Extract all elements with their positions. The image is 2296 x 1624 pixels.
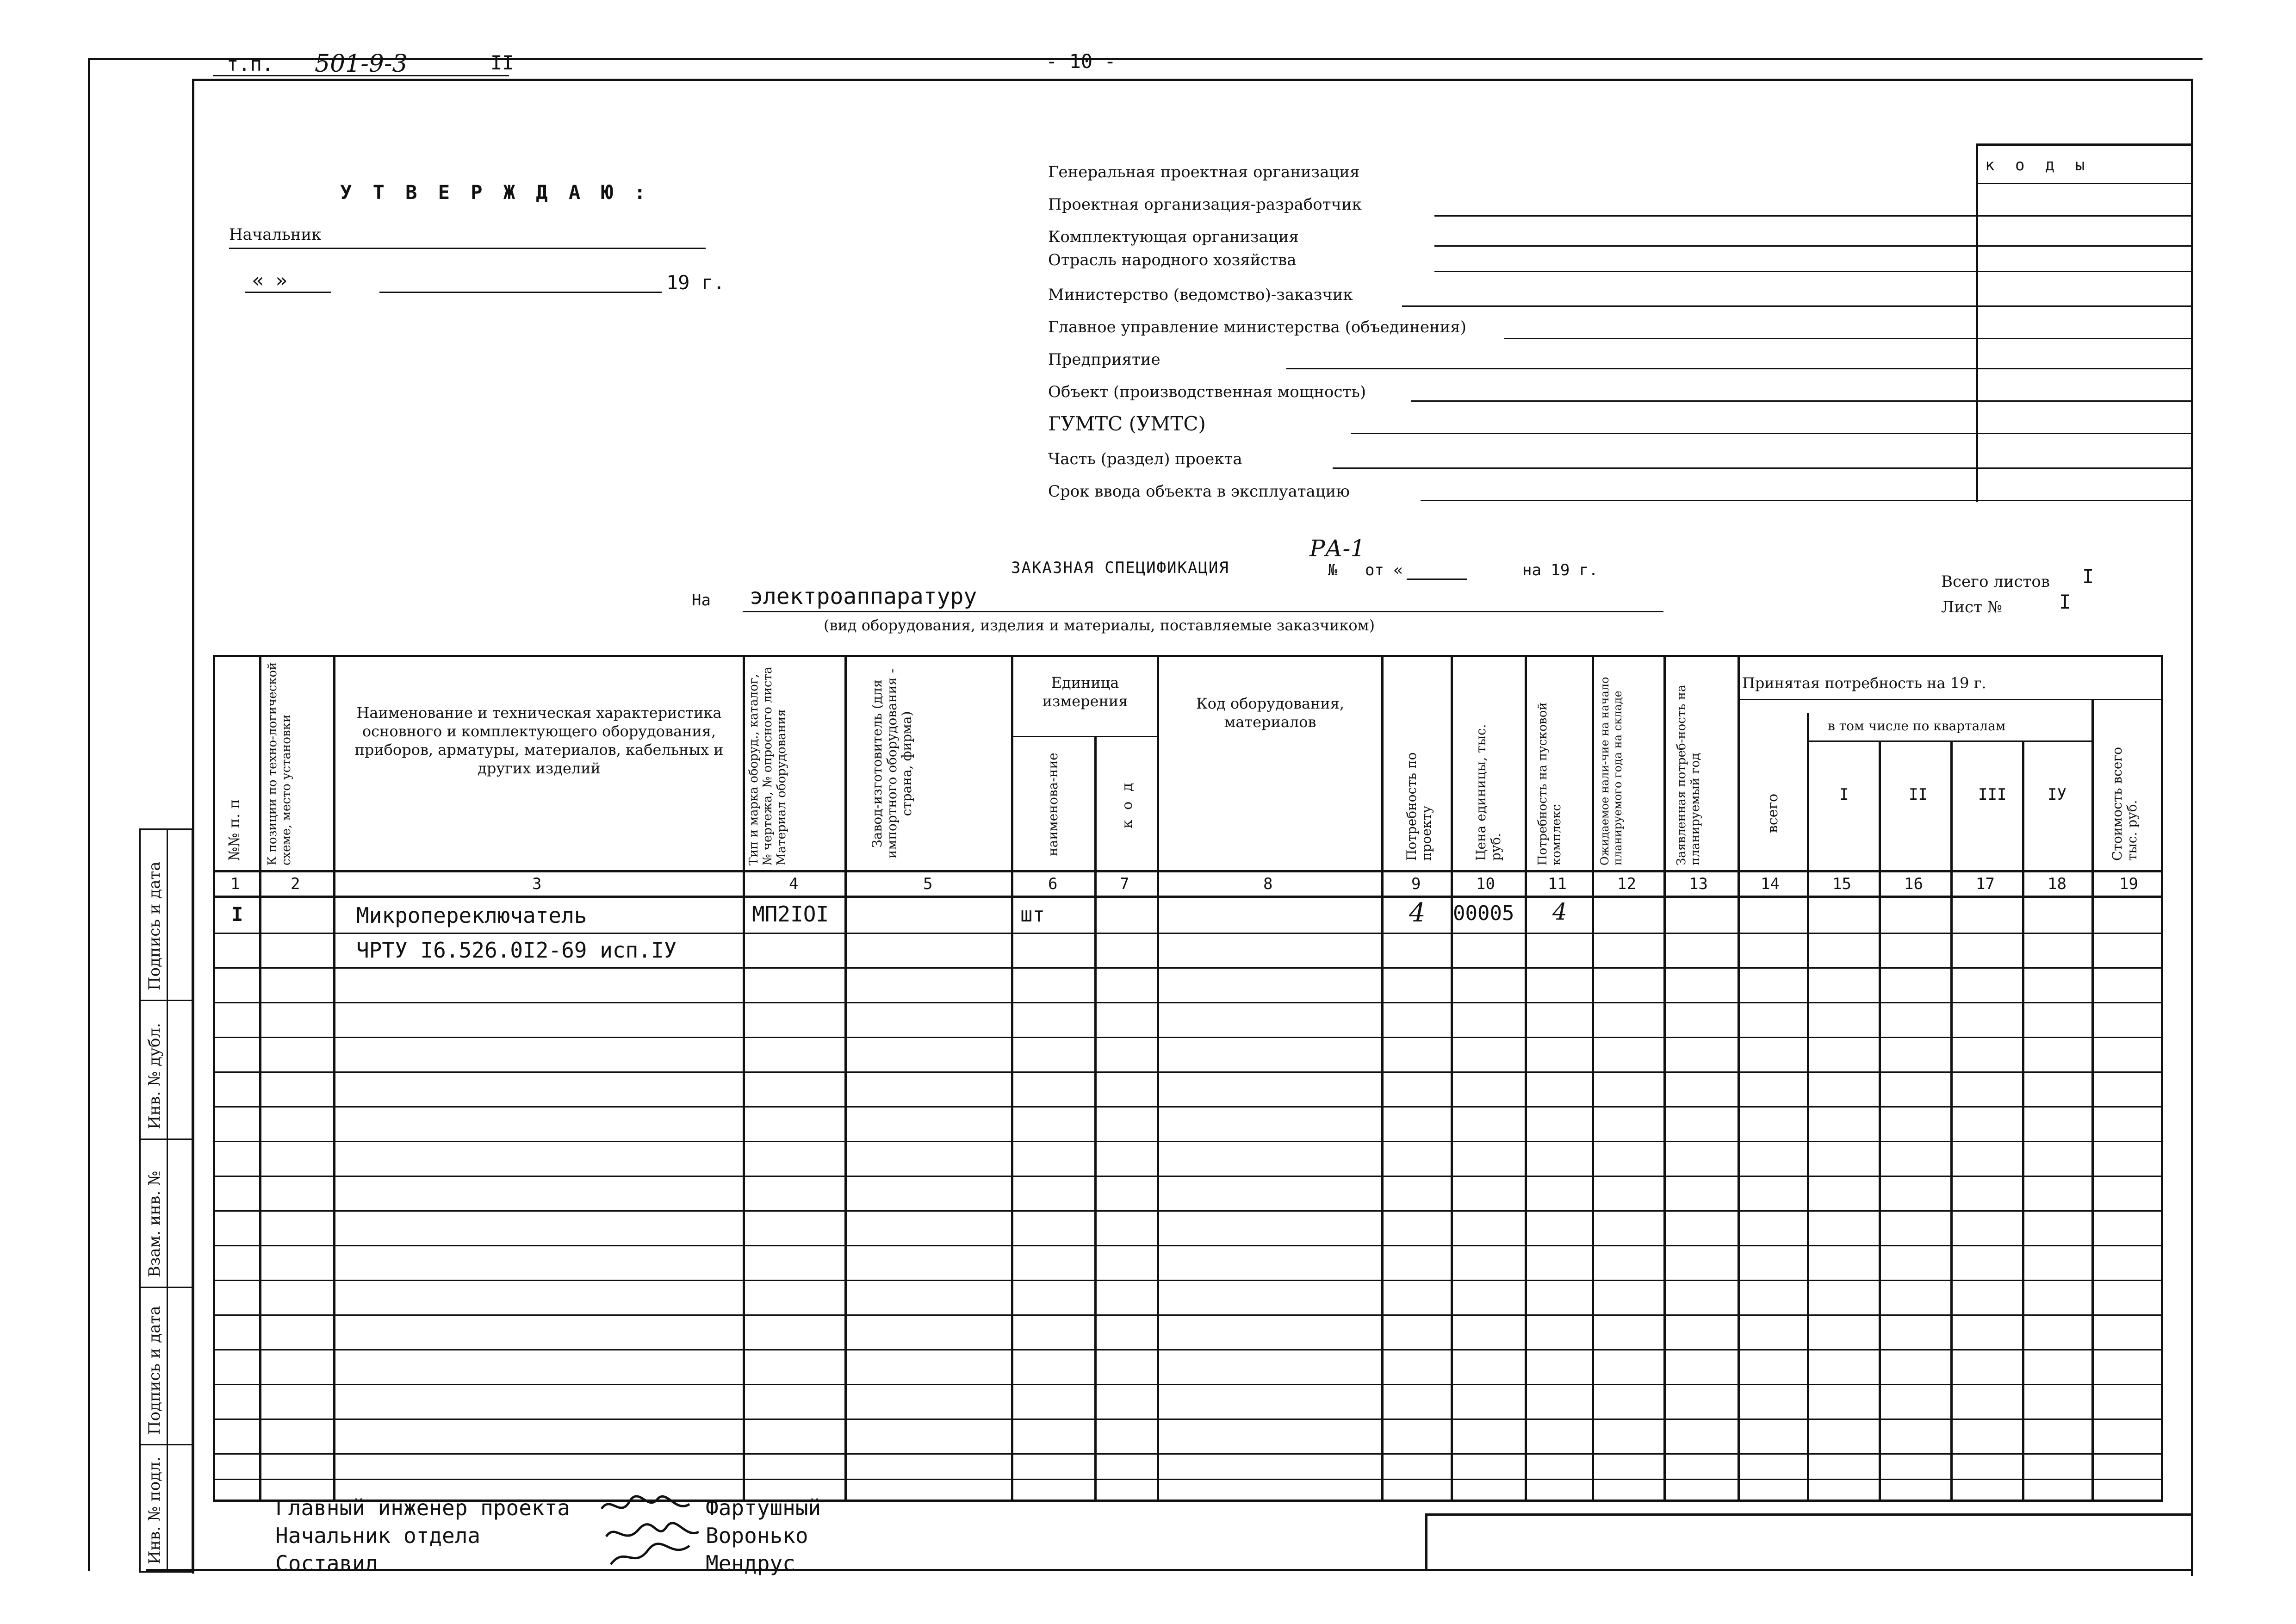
col-number: 11: [1548, 875, 1567, 893]
col-header-16: II: [1909, 785, 1928, 804]
approval-date-line: [379, 292, 662, 293]
col-header-11: Потребность на пусковой комплекс: [1536, 702, 1564, 865]
tp-mark: II: [490, 51, 514, 74]
total-sheets-label: Всего листов: [1941, 572, 2050, 591]
sign-name-dept-head: Воронько: [706, 1523, 808, 1548]
spec-title: ЗАКАЗНАЯ СПЕЦИФИКАЦИЯ: [1011, 559, 1229, 577]
row1-startup: 4: [1552, 898, 1567, 925]
col-number: 16: [1904, 875, 1923, 893]
col-number: 13: [1689, 875, 1708, 893]
col-number: 1: [230, 875, 240, 893]
col-number: 17: [1976, 875, 1995, 893]
org-gumts: ГУМТС (УМТС): [1048, 412, 1206, 435]
col-header-7: к о д: [1119, 780, 1136, 828]
row1-price: 00005: [1453, 902, 1514, 925]
quarter-group-header: в том числе по кварталам: [1828, 718, 2006, 734]
codes-box: [1976, 143, 2193, 502]
col-number: 8: [1263, 875, 1273, 893]
frame-top-outer: [88, 58, 2203, 60]
codes-header: к о д ы: [1985, 156, 2091, 174]
total-sheets-value: I: [2082, 565, 2094, 588]
sign-role-dept-head: Начальник отдела: [275, 1523, 481, 1548]
frame-top-inner: [192, 79, 2191, 81]
spec-number: РА-1: [1309, 535, 1365, 562]
sheet-label: Лист №: [1941, 598, 2002, 616]
col-number: 15: [1832, 875, 1851, 893]
spec-from-label: от «: [1365, 561, 1403, 579]
sign-name-compiler: Мендрус: [706, 1551, 795, 1576]
col-header-4: Тип и марка оборуд., каталог, № чертежа, № опросного листа Материал оборудования: [747, 666, 788, 865]
sign-name-chief-engineer: Фартушный: [706, 1495, 821, 1520]
col-header-14: всего: [1765, 793, 1781, 833]
spec-subject-caption: (вид оборудования, изделия и материалы, поставляемые заказчиком): [824, 616, 1375, 634]
approval-position-line: [229, 248, 706, 249]
row1-number: I: [231, 903, 243, 926]
row1-name: Микропереключатель: [356, 903, 587, 928]
sign-role-chief-engineer: Главный инженер проекта: [275, 1495, 570, 1520]
org-project-part: Часть (раздел) проекта: [1048, 450, 1242, 468]
col-header-15: I: [1839, 785, 1849, 804]
spec-subject: электроаппаратуру: [750, 584, 977, 610]
org-general: Генеральная проектная организация: [1048, 163, 1360, 181]
side-stamp-repl-inv: Взам. инв. №: [145, 1170, 164, 1277]
col-number: 12: [1617, 875, 1636, 893]
spec-date-tail: на 19 г.: [1522, 561, 1598, 579]
col-header-8: Код оборудования, материалов: [1196, 695, 1345, 731]
org-developer: Проектная организация-разработчик: [1048, 195, 1362, 214]
approval-position: Начальник: [229, 225, 322, 244]
tp-underline: [213, 75, 509, 76]
spec-table: [213, 655, 2163, 1502]
spec-no-label: №: [1328, 561, 1338, 579]
org-complect: Комплектующая организация: [1048, 228, 1299, 246]
org-main-dept: Главное управление министерства (объединения): [1048, 318, 1467, 336]
col-header-19: Стоимость всего тыс. руб.: [2110, 747, 2140, 861]
org-object: Объект (производственная мощность): [1048, 383, 1366, 401]
unit-group-header: Единица измерения: [1042, 674, 1128, 710]
row1-need: 4: [1409, 898, 1426, 928]
title-block: [1425, 1513, 2193, 1571]
approval-date-quotes: « »: [252, 269, 287, 292]
col-header-10: Цена единицы, тыс. руб.: [1473, 724, 1504, 861]
frame-left-outer: [88, 58, 90, 1571]
side-stamp-orig-inv: Инв. № подл.: [145, 1456, 164, 1564]
col-header-18: IУ: [2048, 785, 2066, 804]
page-number: - 10 -: [1046, 50, 1116, 73]
col-header-13: Заявленная потреб-ность на планируемый год: [1675, 684, 1702, 865]
row1-type: МП2IOI: [752, 902, 829, 927]
col-header-1: №№ п. п: [225, 799, 243, 861]
spec-subject-line: [743, 611, 1663, 612]
accepted-need-header: Принятая потребность на 19 г.: [1742, 674, 1986, 692]
col-number: 4: [789, 875, 799, 893]
tp-number: 501-9-3: [315, 50, 408, 78]
col-number: 6: [1048, 875, 1058, 893]
col-header-2: К позиции по техно-логической схеме, место установки: [266, 662, 293, 865]
col-header-17: III: [1978, 785, 2007, 804]
side-stamp-dup-inv: Инв. № дубл.: [145, 1023, 164, 1129]
approval-heading: У Т В Е Р Ж Д А Ю :: [340, 181, 651, 204]
col-header-6: наименова-ние: [1045, 753, 1061, 856]
tp-prefix: т.п.: [227, 53, 274, 75]
col-header-3: Наименование и техническая характеристика основного и комплектующего оборудования, приборов, арматуры, материалов, кабельных и других изделий: [354, 704, 724, 777]
org-industry: Отрасль народного хозяйства: [1048, 251, 1297, 269]
sheet-value: I: [2059, 591, 2071, 613]
col-number: 19: [2119, 875, 2138, 893]
org-ministry: Министерство (ведомство)-заказчик: [1048, 286, 1353, 304]
col-number: 5: [923, 875, 933, 893]
col-number: 18: [2048, 875, 2066, 893]
side-stamp-sign-date-2: Подпись и дата: [145, 1306, 164, 1435]
col-number: 10: [1476, 875, 1495, 893]
org-commissioning: Срок ввода объекта в эксплуатацию: [1048, 482, 1350, 501]
row2-spec: ЧРТУ I6.526.0I2-69 исп.IУ: [356, 938, 677, 963]
col-header-9: Потребность по проекту: [1404, 752, 1434, 861]
col-number: 2: [291, 875, 300, 893]
signature-scribble-icon: [597, 1490, 708, 1574]
approval-year: 19 г.: [666, 271, 725, 294]
org-enterprise: Предприятие: [1048, 350, 1160, 369]
sign-role-compiler: Составил: [275, 1551, 378, 1576]
col-header-12: Ожидаемое нали-чие на начало планируемого года на складе: [1598, 677, 1624, 865]
side-stamp-sign-date-1: Подпись и дата: [145, 861, 164, 990]
row1-unit: шт: [1020, 903, 1045, 927]
col-number: 3: [532, 875, 542, 893]
col-number: 7: [1120, 875, 1129, 893]
col-number: 14: [1761, 875, 1780, 893]
col-number: 9: [1411, 875, 1421, 893]
spec-na-label: На: [692, 591, 711, 610]
col-header-5: Завод-изготовитель (для импортного оборудования - страна, фирма): [869, 668, 915, 859]
